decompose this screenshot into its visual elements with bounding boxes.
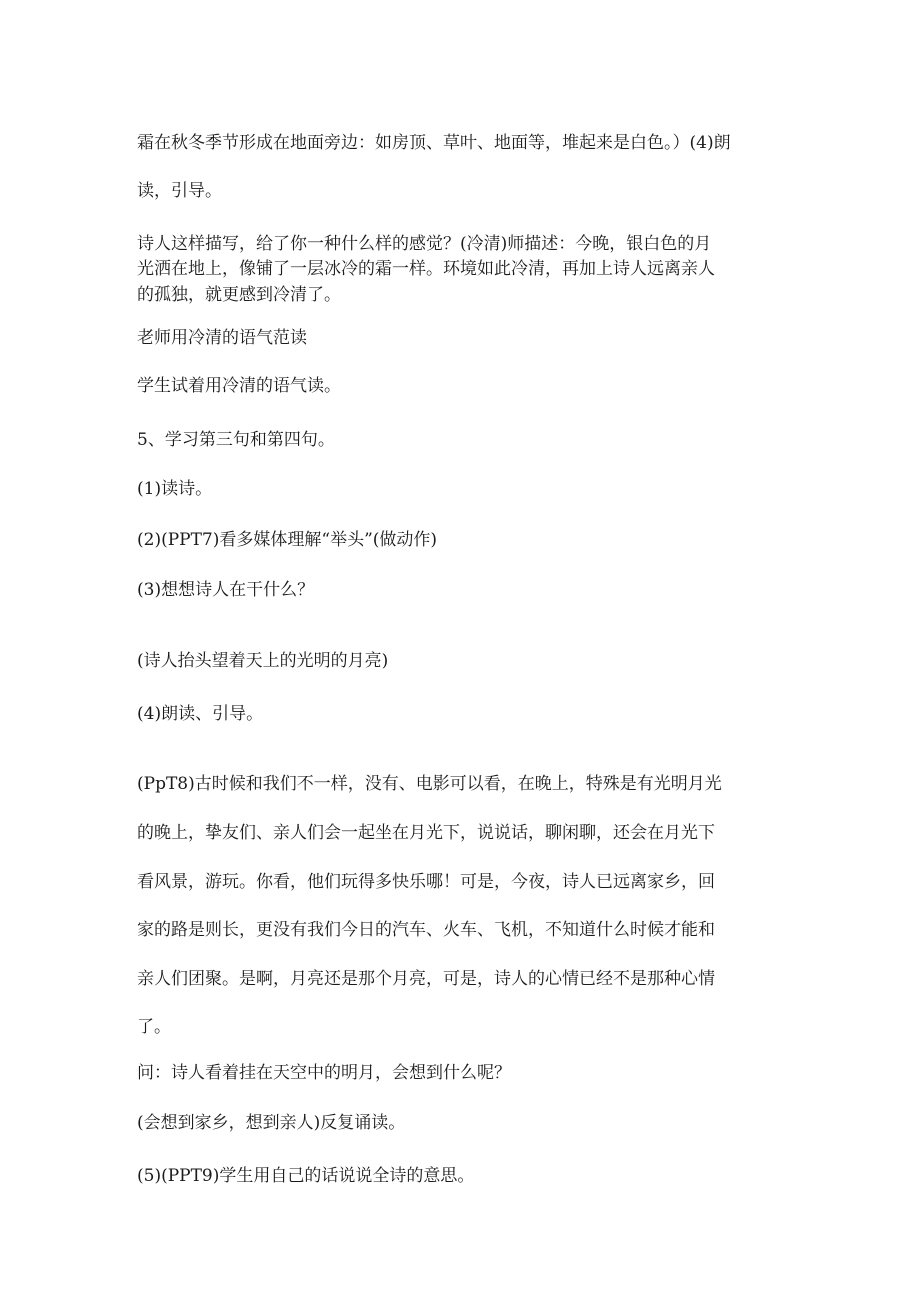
text-line: (3)想想诗人在干什么？ — [137, 580, 315, 600]
text-line: 的晚上，挚友们、亲人们会一起坐在月光下，说说话，聊闲聊，还会在月光下 — [137, 823, 715, 843]
text-line: (1)读诗。 — [137, 479, 213, 499]
text-line: 诗人这样描写，给了你一种什么样的感觉？(冷清)师描述：今晚，银白色的月 — [137, 234, 712, 254]
text-line: (诗人抬头望着天上的光明的月亮) — [137, 651, 389, 671]
text-line: 光洒在地上，像铺了一层冰冷的霜一样。环境如此冷清，再加上诗人远离亲人 — [137, 259, 715, 279]
text-line: 读，引导。 — [137, 181, 222, 201]
text-line: 了。 — [137, 1017, 171, 1037]
text-line: 看风景，游玩。你看，他们玩得多快乐哪！可是，今夜，诗人已远离家乡，回 — [137, 872, 715, 892]
text-line: 霜在秋冬季节形成在地面旁边：如房顶、草叶、地面等，堆起来是白色。）(4)朗 — [137, 133, 731, 153]
text-line: 学生试着用冷清的语气读。 — [137, 376, 341, 396]
text-line: (PpT8)古时候和我们不一样，没有、电影可以看，在晚上，特殊是有光明月光 — [137, 774, 722, 794]
text-line: (会想到家乡，想到亲人)反复诵读。 — [137, 1113, 406, 1133]
text-line: 问：诗人看着挂在天空中的明月，会想到什么呢？ — [137, 1063, 511, 1083]
text-line: (2)(PPT7)看多媒体理解“举头”(做动作) — [137, 530, 438, 550]
text-line: (5)(PPT9)学生用自己的话说说全诗的意思。 — [137, 1166, 475, 1186]
section-heading: 5、学习第三句和第四句。 — [137, 430, 335, 450]
text-line: 老师用冷清的语气范读 — [137, 328, 307, 348]
text-line: (4)朗读、引导。 — [137, 704, 264, 724]
text-line: 家的路是则长，更没有我们今日的汽车、火车、飞机，不知道什么时候才能和 — [137, 920, 715, 940]
text-line: 亲人们团聚。是啊，月亮还是那个月亮，可是，诗人的心情已经不是那种心情 — [137, 969, 715, 989]
text-line: 的孤独，就更感到冷清了。 — [137, 285, 341, 305]
